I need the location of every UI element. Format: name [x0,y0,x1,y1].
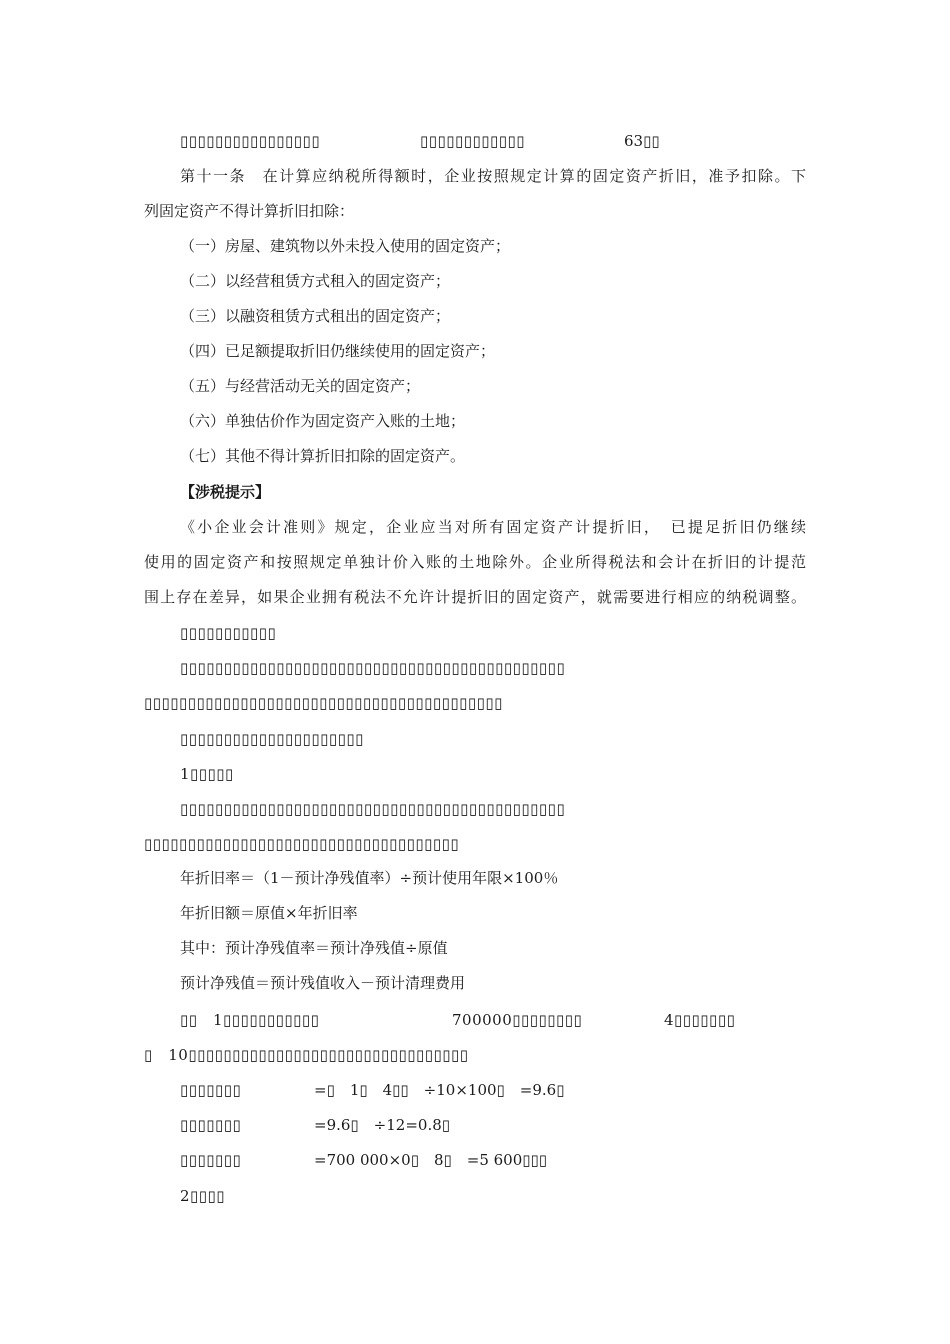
garbled-line: ▯▯▯▯▯▯▯▯▯▯▯▯▯▯▯▯▯▯▯▯▯▯▯▯▯▯▯▯▯▯▯▯▯▯▯▯▯▯▯▯▯ [144,694,503,712]
example-line: ▯ 10▯▯▯▯▯▯▯▯▯▯▯▯▯▯▯▯▯▯▯▯▯▯▯▯▯▯▯▯▯▯▯▯ [144,1046,469,1064]
paragraph-line: 围上存在差异，如果企业拥有税法不允许计提折旧的固定资产，就需要进行相应的纳税调整。 [144,588,806,606]
garbled-line: ▯▯▯▯▯▯▯▯▯▯▯▯▯▯▯▯▯▯▯▯▯▯▯▯▯▯▯▯▯▯▯▯▯▯▯▯▯▯▯▯▯▯▯▯ [180,800,566,818]
garbled-line: ▯▯▯▯▯▯▯▯▯▯▯▯▯▯▯▯▯▯▯▯▯▯▯▯▯▯▯▯▯▯▯▯▯▯▯▯ [144,835,460,853]
formula-line: 年折旧率＝（1－预计净残值率）÷预计使用年限×100％ [180,869,559,887]
calc-label: ▯▯▯▯▯▯▯ [180,1151,242,1169]
garbled-line: ▯▯▯▯▯▯▯▯▯▯▯▯ [420,132,526,150]
list-item: （一）房屋、建筑物以外未投入使用的固定资产； [180,237,511,255]
list-item: （六）单独估价作为固定资产入账的土地； [180,412,466,430]
formula-line: 年折旧额＝原值×年折旧率 [180,904,358,922]
article-11-continuation: 列固定资产不得计算折旧扣除： [144,202,355,220]
list-item: （七）其他不得计算折旧扣除的固定资产。 [180,447,466,465]
paragraph-line: 使用的固定资产和按照规定单独计价入账的土地除外。企业所得税法和会计在折旧的计提范 [144,553,806,571]
section-heading: 【涉税提示】 [180,483,271,501]
page-number: 63▯▯ [624,132,660,150]
example-line: 700000▯▯▯▯▯▯▯▯ [452,1011,583,1029]
paragraph-line: 《小企业会计准则》规定，企业应当对所有固定资产计提折旧， 已提足折旧仍继续 [180,518,806,536]
example-line: 4▯▯▯▯▯▯▯ [664,1011,736,1029]
garbled-line: ▯▯▯▯▯▯▯▯▯▯▯▯▯▯▯▯▯▯▯▯▯▯▯▯▯▯▯▯▯▯▯▯▯▯▯▯▯▯▯▯▯▯▯▯ [180,659,566,677]
formula-line: 预计净残值＝预计残值收入－预计清理费用 [180,974,466,992]
garbled-line: 2▯▯▯▯ [180,1187,226,1205]
list-item: （五）与经营活动无关的固定资产； [180,377,421,395]
list-item: （二）以经营租赁方式租入的固定资产； [180,272,451,290]
calc-value: =▯ 1▯ 4▯▯ ÷10×100▯ =9.6▯ [314,1081,565,1099]
calc-value: =9.6▯ ÷12=0.8▯ [314,1116,451,1134]
article-11-heading: 第十一条 在计算应纳税所得额时，企业按照规定计算的固定资产折旧，准予扣除。下 [180,167,806,185]
garbled-line: 1▯▯▯▯▯ [180,765,234,783]
calc-label: ▯▯▯▯▯▯▯ [180,1081,242,1099]
list-item: （四）已足额提取折旧仍继续使用的固定资产； [180,342,496,360]
formula-line: 其中：预计净残值率＝预计净残值÷原值 [180,939,448,957]
calc-label: ▯▯▯▯▯▯▯ [180,1116,242,1134]
garbled-line: ▯▯▯▯▯▯▯▯▯▯▯ [180,624,277,642]
calc-value: =700 000×0▯ 8▯ =5 600▯▯▯ [314,1151,548,1169]
garbled-line: ▯▯▯▯▯▯▯▯▯▯▯▯▯▯▯▯▯▯▯▯▯ [180,730,364,748]
list-item: （三）以融资租赁方式租出的固定资产； [180,307,451,325]
example-line: ▯▯ 1▯▯▯▯▯▯▯▯▯▯▯ [180,1011,320,1029]
garbled-line: ▯▯▯▯▯▯▯▯▯▯▯▯▯▯▯▯ [180,132,321,150]
